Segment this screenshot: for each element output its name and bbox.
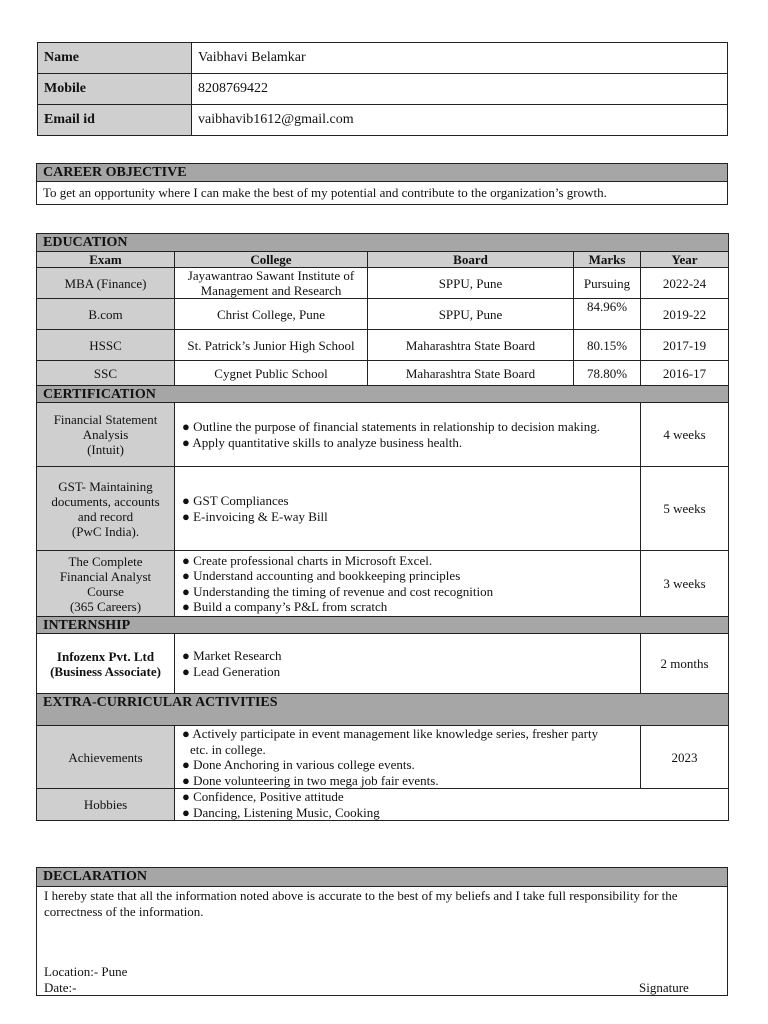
certification-row [37, 551, 729, 617]
college-cell: Christ College, Pune [175, 299, 368, 330]
certification-name-line: GST- Maintaining [58, 478, 153, 494]
table-row [37, 361, 729, 386]
marks-cell: Pursuing [574, 268, 641, 299]
exam-cell: MBA (Finance) [37, 268, 175, 299]
certification-points [175, 403, 641, 467]
marks-cell: 84.96% [574, 299, 641, 330]
declaration-section [36, 867, 728, 996]
board-cell: SPPU, Pune [368, 268, 574, 299]
list-item: ● E-invoicing & E-way Bill [182, 508, 328, 524]
internship-row [37, 634, 729, 694]
internship-duration: 2 months [641, 634, 729, 694]
name-label: Name [38, 43, 192, 74]
signature-label: Signature [639, 980, 689, 995]
declaration-heading: DECLARATION [37, 868, 727, 887]
board-cell: Maharashtra State Board [368, 361, 574, 386]
contact-row-email [38, 105, 728, 136]
certification-name-line: and record [77, 508, 134, 524]
certification-points [175, 467, 641, 551]
exam-cell: SSC [37, 361, 175, 386]
list-item: ● Understanding the timing of revenue and cost recognition [182, 583, 494, 599]
declaration-location: Location:- Pune [44, 964, 128, 979]
list-item: ● Apply quantitative skills to analyze business health. [182, 434, 463, 450]
education-header-row [37, 252, 729, 268]
certification-name [37, 403, 175, 467]
certification-name-line: (365 Careers) [69, 598, 142, 614]
college-cell: Cygnet Public School [175, 361, 368, 386]
year-cell: 2016-17 [641, 361, 729, 386]
table-row [37, 268, 729, 299]
hobbies-points [175, 789, 729, 821]
contact-table [37, 42, 728, 136]
achievements-year: 2023 [641, 726, 729, 789]
career-objective-heading: CAREER OBJECTIVE [37, 164, 728, 182]
certification-name-line: Financial Statement [53, 412, 158, 427]
year-cell: 2019-22 [641, 299, 729, 330]
career-objective-section [36, 163, 728, 205]
name-value: Vaibhavi Belamkar [192, 43, 728, 74]
certification-points [175, 551, 641, 617]
resume-main-table [36, 233, 729, 821]
mobile-value: 8208769422 [192, 74, 728, 105]
marks-cell: 78.80% [574, 361, 641, 386]
certification-name-line: (PwC India). [71, 523, 140, 539]
list-item: ● Understand accounting and bookkeeping principles [182, 568, 461, 583]
table-row [37, 299, 729, 330]
list-item: ● Create professional charts in Microsoft Excel. [182, 552, 433, 568]
declaration-date: Date:- [44, 980, 77, 995]
certification-name-line: (Intuit) [87, 442, 124, 457]
list-item: ● Actively participate in event management like knowledge series, fresher party [182, 726, 599, 741]
list-item: ● Dancing, Listening Music, Cooking [182, 804, 380, 820]
year-cell: 2017-19 [641, 330, 729, 361]
list-item: ● Confidence, Positive attitude [182, 789, 344, 804]
certification-duration: 4 weeks [641, 403, 729, 467]
certification-name-line: Course [87, 583, 124, 599]
declaration-text: I hereby state that all the information noted above is accurate to the best of my beliefs and I take full responsibility for the correctness of the information. [44, 888, 678, 919]
list-item: ● Lead Generation [182, 663, 281, 679]
list-item: ● Market Research [182, 648, 282, 663]
career-objective-text: To get an opportunity where I can make the best of my potential and contribute to the organization’s growth. [37, 182, 728, 205]
certification-name-line: The Complete [68, 553, 143, 569]
list-item: ● Build a company’s P&L from scratch [182, 599, 388, 614]
table-row [37, 330, 729, 361]
contact-row-name [38, 43, 728, 74]
exam-cell: HSSC [37, 330, 175, 361]
board-cell: Maharashtra State Board [368, 330, 574, 361]
hobbies-label: Hobbies [37, 789, 175, 821]
certification-row [37, 467, 729, 551]
list-item: ● GST Compliances [182, 493, 289, 508]
achievements-row [37, 726, 729, 789]
board-cell: SPPU, Pune [368, 299, 574, 330]
college-cell: Jayawantrao Sawant Institute of Management and Research [175, 268, 368, 299]
certification-name-line: Analysis [82, 427, 129, 442]
internship-company-line: Infozenx Pvt. Ltd [56, 648, 155, 664]
year-cell: 2022-24 [641, 268, 729, 299]
col-college: College [175, 252, 368, 268]
internship-role-line: (Business Associate) [50, 663, 161, 679]
certification-duration: 3 weeks [641, 551, 729, 617]
col-marks: Marks [574, 252, 641, 268]
list-item: etc. in college. [190, 741, 266, 757]
certification-name-line: Financial Analyst [59, 568, 152, 584]
hobbies-row [37, 789, 729, 821]
email-label: Email id [38, 105, 192, 136]
college-cell: St. Patrick’s Junior High School [175, 330, 368, 361]
certification-row [37, 403, 729, 467]
certification-duration: 5 weeks [641, 467, 729, 551]
list-item: ● Done volunteering in two mega job fair events. [182, 772, 439, 788]
achievements-points [175, 726, 641, 789]
certification-name [37, 467, 175, 551]
achievements-label: Achievements [37, 726, 175, 789]
certification-name [37, 551, 175, 617]
marks-cell: 80.15% [574, 330, 641, 361]
certification-name-line: documents, accounts [51, 493, 160, 509]
internship-points [175, 634, 641, 694]
extracurricular-heading: EXTRA-CURRICULAR ACTIVITIES [37, 694, 729, 726]
contact-row-mobile [38, 74, 728, 105]
mobile-label: Mobile [38, 74, 192, 105]
list-item: ● Done Anchoring in various college events. [182, 757, 415, 772]
internship-company [37, 634, 175, 694]
col-board: Board [368, 252, 574, 268]
email-value: vaibhavib1612@gmail.com [192, 105, 728, 136]
list-item: ● Outline the purpose of financial statements in relationship to decision making. [182, 419, 600, 434]
exam-cell: B.com [37, 299, 175, 330]
education-heading: EDUCATION [37, 234, 729, 252]
certification-heading: CERTIFICATION [37, 386, 729, 403]
col-exam: Exam [37, 252, 175, 268]
col-year: Year [641, 252, 729, 268]
internship-heading: INTERNSHIP [37, 617, 729, 634]
